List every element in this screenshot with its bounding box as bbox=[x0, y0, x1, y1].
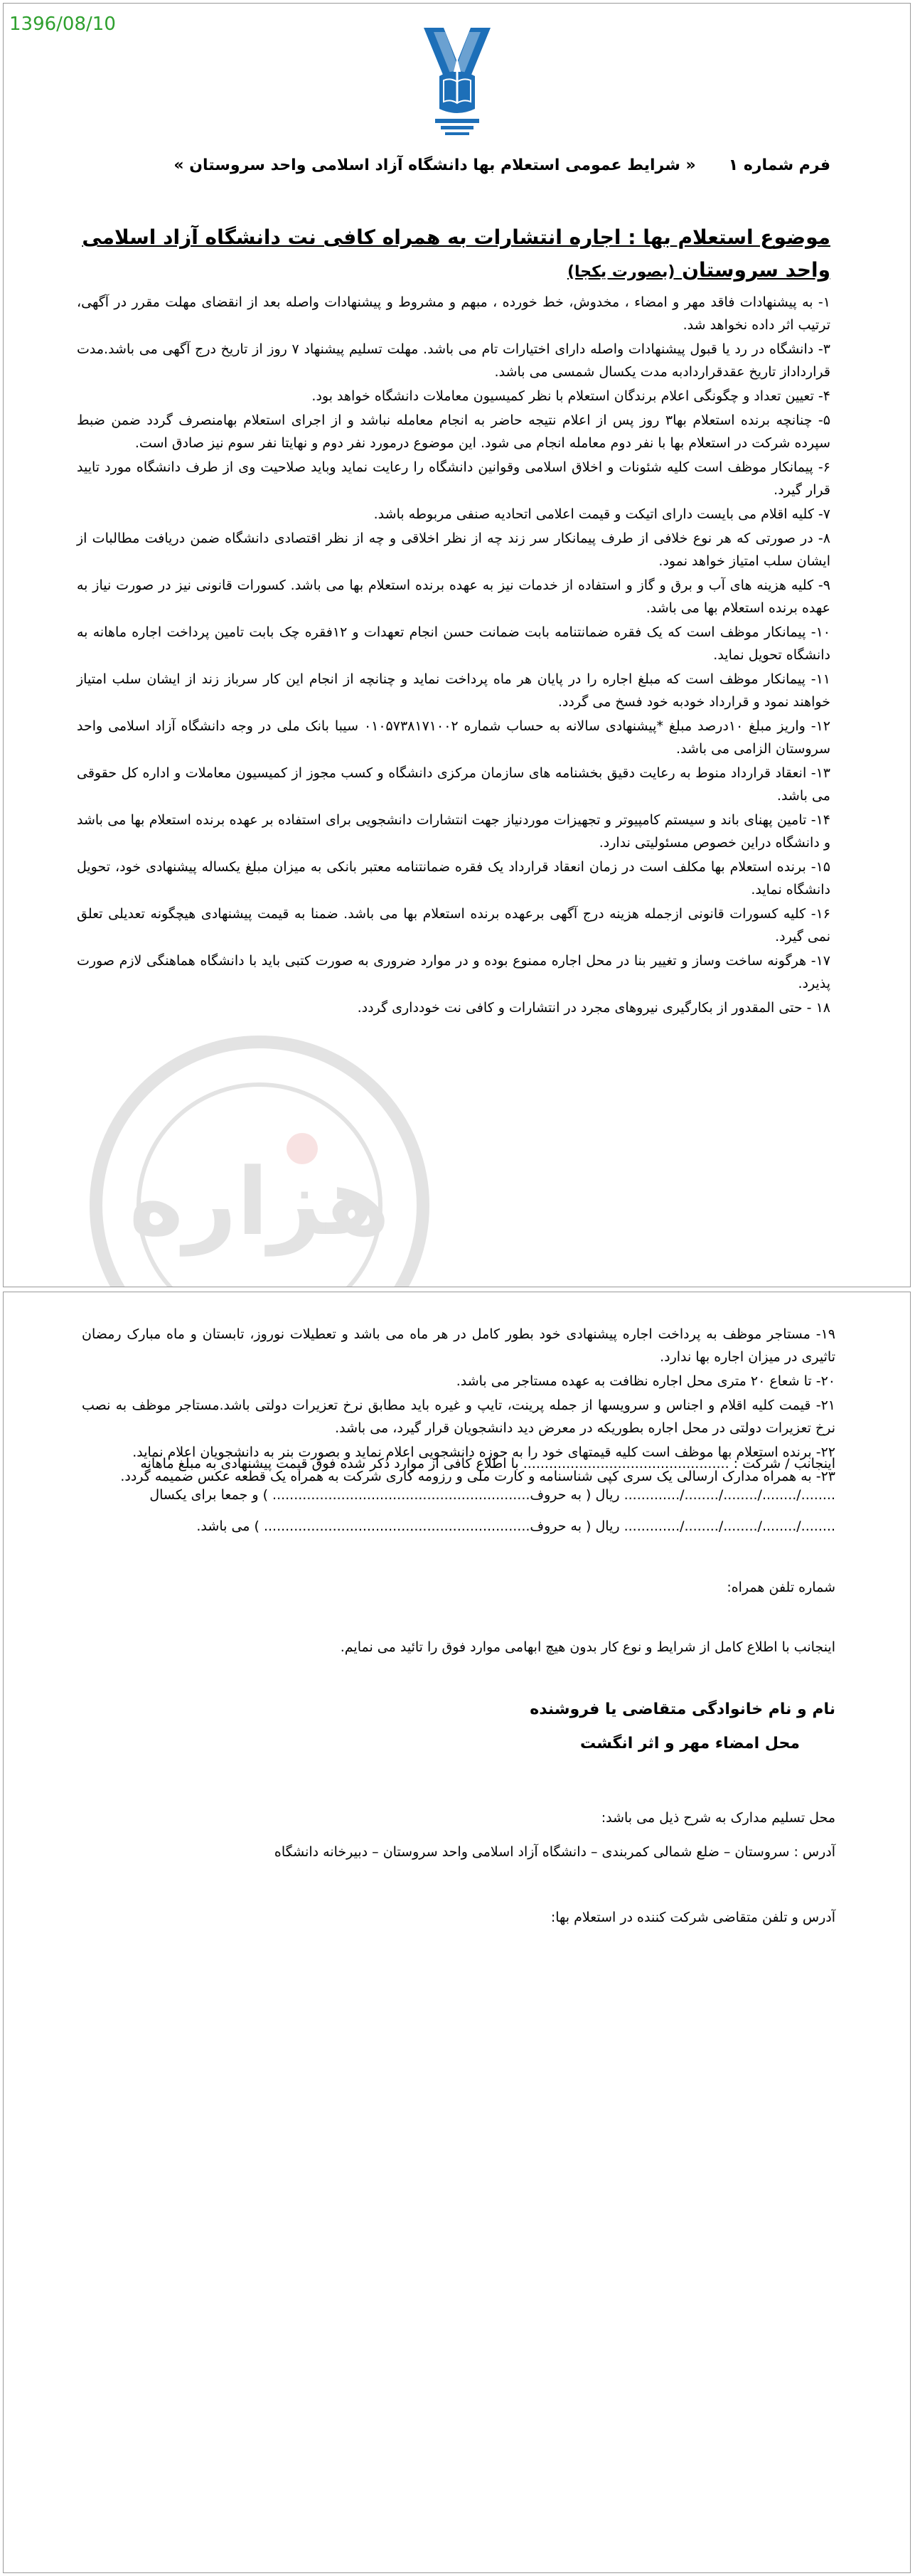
university-logo-icon bbox=[419, 25, 495, 140]
signature-block bbox=[82, 1693, 835, 1761]
condition-item: ۹- کلیه هزینه های آب و برق و گاز و استفاده از خدمات نیز به عهده برنده استعلام بها می باشد. کسورات قانونی نیز در صورت نیاز به عهده برنده استعلام بها می باشد. bbox=[77, 578, 830, 616]
phone-label: شماره تلفن همراه: bbox=[727, 1580, 835, 1595]
condition-item: ۱۲- واریز مبلغ ۱۰درصد مبلغ *پیشنهادی سالانه به حساب شماره ۰۱۰۵۷۳۸۱۷۱۰۰۲ سیبا بانک ملی در وجه دانشگاه آزاد اسلامی واحد سروستان الزامی می باشد. bbox=[77, 718, 830, 757]
watermark-text: هزاره bbox=[129, 1148, 390, 1256]
condition-item: ۱۶- کلیه کسورات قانونی ازجمله هزینه درج آگهی برعهده برنده استعلام بها می باشد. ضمنا به قیمت پیشنهادی هیچگونه تعدیلی تعلق نمی گیرد. bbox=[77, 906, 830, 944]
condition-item: ۱- به پیشنهادات فاقد مهر و امضاء ، مخدوش، خط خورده ، مبهم و مشروط و پیشنهادات واصله بعد از انقضای مهلت مقرر در آگهی، ترتیب اثر داده نخواهد شد. bbox=[77, 294, 830, 333]
subject-heading bbox=[77, 221, 830, 289]
subject-line-2: واحد سروستان bbox=[682, 258, 830, 282]
condition-item: ۳- دانشگاه در رد یا قبول پیشنهادات واصله دارای اختیارات تام می باشد. مهلت تسلیم پیشنهاد ۷ روز از تاریخ درج آگهی می باشد.مدت قرارداداز تاریخ عقدقراردادبه مدت یکسال شمسی می باشد. bbox=[77, 341, 830, 380]
form-title: « شرایط عمومی استعلام بها دانشگاه آزاد اسلامی واحد سروستان » bbox=[173, 156, 696, 174]
condition-item: ۱۵- برنده استعلام بها مکلف است در زمان انعقاد قرارداد یک فقره ضمانتنامه معتبر بانکی به میزان مبلغ یکساله پیشنهادی خود، تحویل دانشگاه نماید. bbox=[77, 859, 830, 898]
subject-note: (بصورت یکجا) bbox=[567, 263, 675, 281]
condition-item: ۱۱- پیمانکار موظف است که مبلغ اجاره را در پایان هر ماه پرداخت نماید و چنانچه از انجام این کار سرباز زند از ایشان سلب امتیاز خواهند نمود و قرارداد خودبه خود فسخ می گردد. bbox=[77, 671, 830, 710]
condition-item: ۲۳- به همراه مدارک ارسالی یک سری کپی شناسنامه و کارت ملی و رزومه کاری شرکت به همراه یک قطعه عکس ضمیمه گردد. bbox=[120, 1469, 835, 1484]
condition-item: ۲۲- برنده استعلام بها موظف است کلیه قیمتهای خود را به حوزه دانشجویی اعلام نماید و بصورت بنر به دانشجویان اعلام نماید. bbox=[132, 1444, 835, 1460]
conditions-list bbox=[77, 291, 830, 1021]
condition-item: ۱۳- انعقاد قرارداد منوط به رعایت دقیق بخشنامه های سازمان مرکزی دانشگاه و کسب مجوز از کمیسیون معاملات و اداره کل حقوقی می باشد. bbox=[77, 765, 830, 804]
delivery-label: محل تسلیم مدارک به شرح ذیل می باشد: bbox=[601, 1810, 835, 1826]
condition-item: ۴- تعیین تعداد و چگونگی اعلام برندگان استعلام با نظر کمیسیون معاملات دانشگاه خواهد بود. bbox=[311, 388, 830, 404]
document-page-1 bbox=[3, 3, 911, 1287]
condition-item: ۱۹- مستاجر موظف به پرداخت اجاره پیشنهادی خود بطور کامل در هر ماه می باشد و تعطیلات نوروز، تابستان و ماه مبارک رمضان تاثیری در میزان اجاره بها ندارد. bbox=[82, 1326, 835, 1365]
condition-item: ۲۰- تا شعاع ۲۰ متری محل اجاره نظافت به عهده مستاجر می باشد. bbox=[456, 1373, 835, 1389]
condition-item: ۵- چنانچه برنده استعلام بها۳ روز پس از اعلام نتیجه حاضر به انجام معامله نباشد و از اجرای استعلام بهامنصرف گردد ضمن ضبط سپرده شرکت در استعلام بها با نفر دوم معامله انجام می شود. این موضوع درمورد نفر دوم و نهایتا نفر سوم نیز صادق است. bbox=[77, 413, 831, 451]
condition-item: ۱۴- تامین پهنای باند و سیستم کامپیوتر و تجهیزات موردنیاز جهت انتشارات دانشجویی برای استفاده بر عهده برنده استعلام بها می باشد و دانشگاه دراین خصوص مسئولیتی ندارد. bbox=[77, 812, 830, 851]
condition-item: ۱۷- هرگونه ساخت وساز و تغییر بنا در محل اجاره ممنوع بوده و در موارد ضروری به صورت کتبی باید با دانشگاه هماهنگی لازم صورت پذیرد. bbox=[77, 953, 830, 991]
applicant-contact-label: آدرس و تلفن متقاضی شرکت کننده در استعلام بها: bbox=[550, 1910, 835, 1925]
form-number: فرم شماره ۱ bbox=[728, 156, 830, 174]
condition-item: ۱۰- پیمانکار موظف است که یک فقره ضمانتنامه بابت ضمانت حسن انجام تعهدات و ۱۲فقره چک بابت تامین پرداخت اجاره ماهانه به دانشگاه تحویل نماید. bbox=[77, 624, 830, 663]
signature-stamp-label: محل امضاء مهر و اثر انگشت bbox=[579, 1735, 800, 1752]
condition-item: ۶- پیمانکار موظف است کلیه شئونات و اخلاق اسلامی وقوانین دانشگاه را رعایت نماید وباید صلاحیت وی از طرف دانشگاه مورد تایید قرار گیرد. bbox=[77, 459, 830, 498]
bid-line-3[interactable]: ......../......../......../......../............. ریال ( به حروف.............................................................. ) می باشد. bbox=[196, 1518, 835, 1534]
bid-line-2[interactable]: ......../......../......../......../............. ریال ( به حروف............................................................ ) و جمعا برای یکسال bbox=[149, 1487, 835, 1503]
form-header bbox=[77, 154, 830, 177]
condition-item: ۷- کلیه اقلام می بایست دارای اتیکت و قیمت اعلامی اتحادیه صنفی مربوطه باشد. bbox=[373, 506, 830, 522]
condition-item: ۸- در صورتی که هر نوع خلافی از طرف پیمانکار سر زند چه از نظر اخلاقی و چه از نظر اقتصادی دانشگاه ضمن دریافت مطالبات از ایشان سلب امتیاز خواهد نمود. bbox=[77, 531, 830, 569]
bid-form-fields bbox=[82, 1448, 835, 1542]
confirm-text: اینجانب با اطلاع کامل از شرایط و نوع کار بدون هیچ ابهامی موارد فوق را تائید می نمایم. bbox=[340, 1639, 835, 1655]
watermark-logo bbox=[60, 1021, 459, 1287]
signature-name-label: نام و نام خانوادگی متقاضی یا فروشنده bbox=[530, 1701, 835, 1718]
subject-line-1: موضوع استعلام بها : اجاره انتشارات به همراه کافی نت دانشگاه آزاد اسلامی bbox=[82, 225, 830, 249]
document-date: 1396/08/10 bbox=[9, 14, 116, 35]
condition-item: ۱۸ - حتی المقدور از بکارگیری نیروهای مجرد در انتشارات و کافی نت خودداری گردد. bbox=[357, 1000, 830, 1016]
delivery-address: آدرس : سروستان – ضلع شمالی کمربندی – دانشگاه آزاد اسلامی واحد سروستان – دبیرخانه دانشگاه bbox=[274, 1844, 835, 1860]
condition-item: ۲۱- قیمت کلیه اقلام و اجناس و سرویسها از جمله پرینت، تایپ و غیره باید مطابق نرخ تعزیرات دولتی باشد.مستاجر موظف به نصب نرخ تعزیرات دولتی در محل اجاره بطوریکه در معرض دید دانشجویان قرار گیرد، می باشد. bbox=[82, 1398, 835, 1436]
bid-line-1[interactable]: اینجانب / شرکت : ................................................ با اطلاع کافی از موارد ذکر شده فوق قیمت پیشنهادی به مبلغ ماهانه bbox=[140, 1456, 835, 1471]
